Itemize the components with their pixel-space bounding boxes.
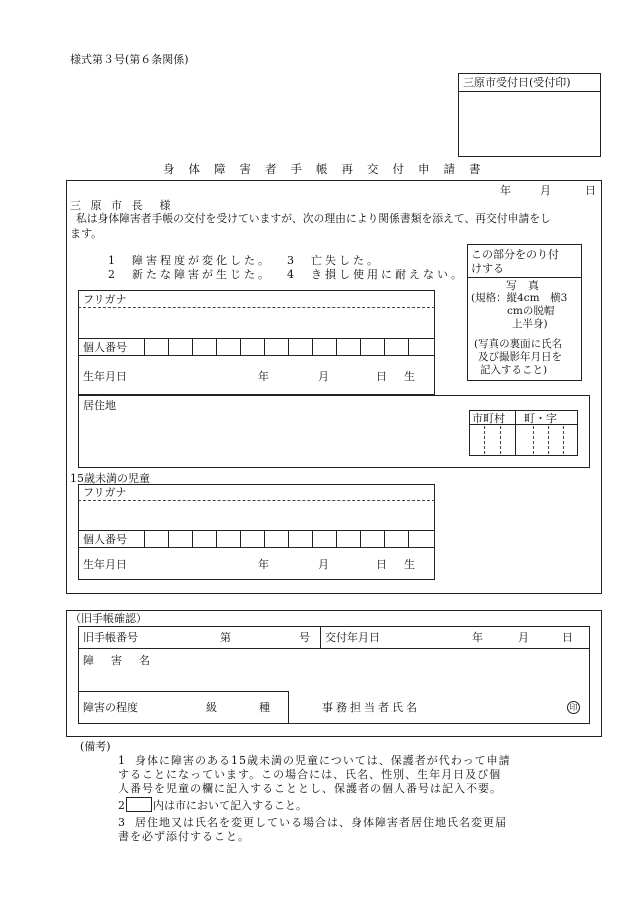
- reason-1: 1 障害程度が変化した。: [108, 254, 272, 267]
- old-notebook-dai: 第: [220, 631, 231, 644]
- reason-4: 4 き損し使用に耐えない。: [287, 268, 465, 281]
- child-birth-month: 月: [318, 558, 329, 571]
- reason-3: 3 亡失した。: [287, 254, 381, 267]
- applicant-furigana-label: フリガナ: [83, 293, 127, 306]
- photo-line-3: 写 真: [506, 279, 539, 292]
- old-notebook-header: （旧手帳確認）: [70, 612, 147, 625]
- child-birth-day: 日: [376, 558, 387, 571]
- residence-label: 居住地: [83, 399, 116, 412]
- child-furigana-label: フリガナ: [83, 486, 127, 499]
- photo-line-6: 上半身): [512, 318, 548, 330]
- remark-1-line-3: 人番号を児童の欄に記入することとし、保護者の個人番号は記入不要。: [118, 782, 502, 795]
- addressee: 三 原 市 長 様: [70, 199, 174, 212]
- old-notebook-go: 号: [299, 631, 310, 644]
- photo-line-4: (規格：縦4cm 横3: [471, 292, 568, 304]
- old-notebook-shu: 種: [259, 701, 270, 714]
- child-birth-year: 年: [258, 558, 269, 571]
- form-title: 身体障害者手帳再交付申請書: [163, 162, 495, 176]
- old-notebook-issue-date-label: 交付年月日: [325, 631, 380, 644]
- reception-label: 三原市受付日(受付印): [463, 76, 571, 89]
- date-month: 月: [540, 184, 551, 197]
- photo-line-5: cmの脱帽: [507, 305, 555, 317]
- remark-3-number: 3: [118, 816, 125, 829]
- remark-3-line-2: 書を必ず添付すること。: [118, 830, 250, 843]
- old-notebook-number-label: 旧手帳番号: [83, 631, 138, 644]
- old-notebook-staff-label: 事務担当者氏名: [322, 701, 420, 714]
- remark-1-line-2: することになっています。この場合には、氏名、性別、生年月日及び個: [118, 768, 502, 781]
- residence-city-label: 市町村: [472, 412, 505, 425]
- child-birth-label: 生年月日: [83, 558, 127, 571]
- photo-line-8: 及び撮影年月日を: [478, 351, 562, 363]
- reception-stamp-box: [458, 73, 601, 157]
- remark-2-text: 内は市において記入すること。: [153, 799, 307, 812]
- old-notebook-issue-day: 日: [562, 631, 573, 644]
- child-mynumber-label: 個人番号: [83, 533, 127, 546]
- old-notebook-disability-name: 障 害 名: [83, 654, 153, 667]
- applicant-birth-day: 日: [376, 370, 387, 383]
- child-section-label: 15歳未満の児童: [70, 472, 150, 485]
- applicant-birth-born: 生: [404, 370, 415, 383]
- intro-line-1: 私は身体障害者手帳の交付を受けていますが、次の理由により関係書類を添えて、再交付申請をし: [76, 212, 551, 225]
- photo-line-7: (写真の裏面に氏名: [474, 338, 563, 350]
- applicant-birth-month: 月: [318, 370, 329, 383]
- child-birth-born: 生: [404, 558, 415, 571]
- applicant-birth-label: 生年月日: [83, 370, 127, 383]
- old-notebook-issue-month: 月: [518, 631, 529, 644]
- photo-line-2: けする: [471, 262, 504, 275]
- applicant-birth-year: 年: [258, 370, 269, 383]
- old-notebook-kyu: 級: [206, 701, 217, 714]
- intro-line-2: ます。: [70, 227, 103, 240]
- old-notebook-degree-label: 障害の程度: [83, 701, 138, 714]
- form-number: 様式第３号(第６条関係): [70, 53, 189, 66]
- remark-2-number: 2: [118, 799, 125, 812]
- photo-line-9: 記入すること): [480, 364, 548, 376]
- remark-3-line-1: 居住地又は氏名を変更している場合は、身体障害者居住地氏名変更届: [135, 816, 507, 829]
- reason-2: 2 新たな障害が生じた。: [108, 268, 272, 281]
- city-fill-sample-box: [126, 797, 152, 812]
- residence-town-label: 町・字: [524, 412, 557, 425]
- remarks-header: (備考): [80, 740, 111, 753]
- photo-line-1: この部分をのり付: [471, 248, 559, 261]
- applicant-mynumber-label: 個人番号: [83, 341, 127, 354]
- date-year: 年: [500, 184, 511, 197]
- remark-1-number: 1: [118, 754, 125, 767]
- old-notebook-issue-year: 年: [472, 631, 483, 644]
- date-day: 日: [585, 184, 596, 197]
- remark-1-line-1: 身体に障害のある15歳未満の児童については、保護者が代わって申請: [135, 754, 511, 767]
- seal-mark: 印: [567, 700, 580, 714]
